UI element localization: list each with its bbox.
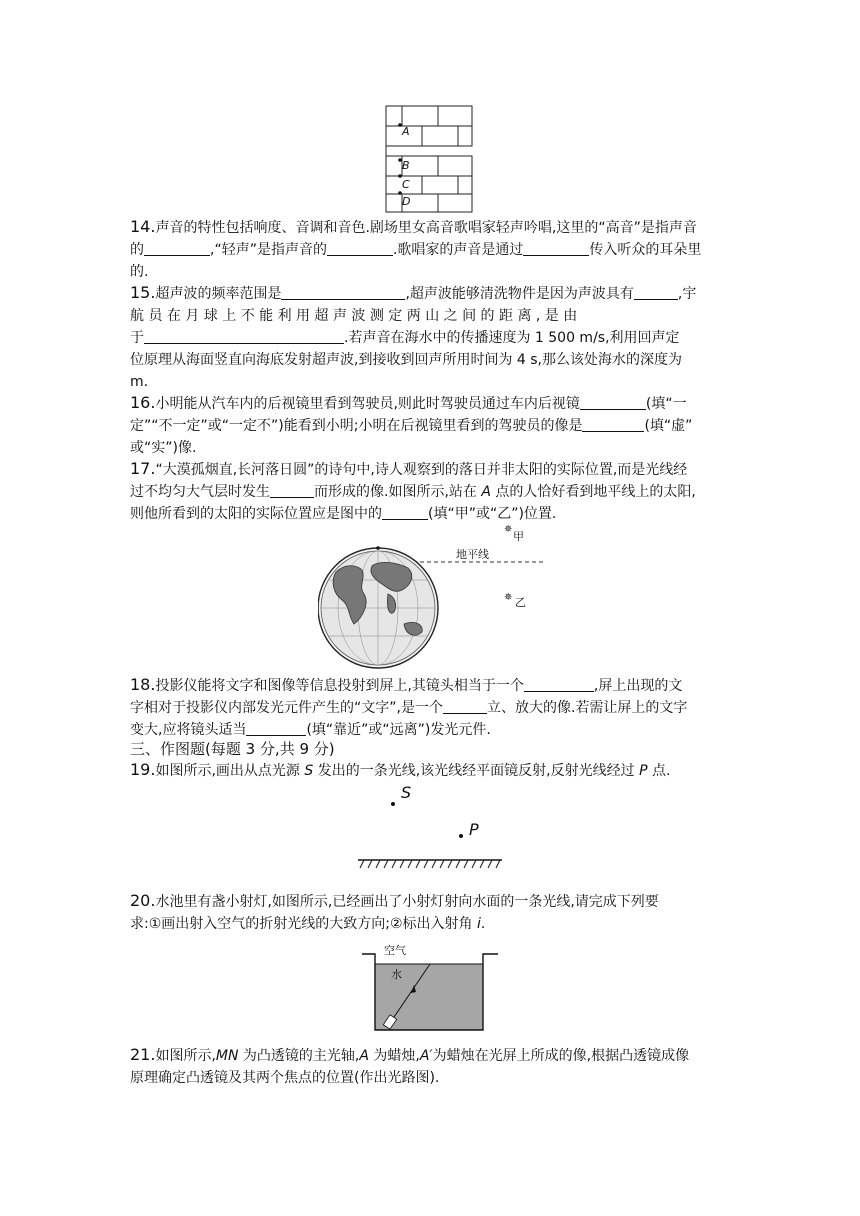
pool-figure <box>360 940 502 1034</box>
answer-blank[interactable] <box>281 285 405 300</box>
question-20 <box>130 890 736 935</box>
question-text: 于 <box>130 330 144 346</box>
question-text: 为凸透镜的主光轴, <box>242 1048 360 1064</box>
question-text: 如图所示,画出从点光源 <box>155 763 300 779</box>
question-text: A′ <box>419 1048 433 1064</box>
question-text: MN <box>215 1048 239 1064</box>
question-number: 17. <box>130 459 156 478</box>
question-text: A <box>481 484 491 500</box>
p-label: P <box>469 820 479 839</box>
question-text: 位原理从海面竖直向海底发射超声波,到接收到回声所用时间为 4 s,那么该处海水的深度为 <box>130 352 682 368</box>
question-number: 18. <box>130 675 156 694</box>
answer-blank[interactable] <box>634 285 678 300</box>
question-text: 字相对于投影仪内部发光元件产生的“文字”,是一个 <box>130 700 443 716</box>
question-number: 14. <box>130 217 156 236</box>
plane-mirror-figure <box>356 780 506 872</box>
section-title: 三、作图题(每题 3 分,共 9 分) <box>130 740 335 758</box>
question-text: 过不均匀大气层时发生 <box>130 484 270 500</box>
question-text: ,“轻声”是指声音的 <box>210 242 327 258</box>
question-text: 变大,应将镜头适当 <box>130 722 247 738</box>
question-16 <box>130 392 736 459</box>
brick-label-c: C <box>402 178 410 191</box>
question-text: 如图所示, <box>155 1048 216 1064</box>
answer-blank[interactable] <box>144 329 344 344</box>
question-text: (填“一 <box>645 396 687 412</box>
answer-blank[interactable] <box>382 505 428 520</box>
question-text: ,宇 <box>677 286 697 302</box>
question-text: (填“靠近”或“远离”)发光元件. <box>306 722 491 738</box>
answer-blank[interactable] <box>524 677 594 692</box>
question-text: 发出的一条光线,该光线经平面镜反射,反射光线经过 <box>317 763 635 779</box>
question-text: 水池里有盏小射灯,如图所示,已经画出了小射灯射向水面的一条光线,请完成下列要 <box>155 894 659 910</box>
question-number: 16. <box>130 393 156 412</box>
brick-label-d: D <box>402 195 411 208</box>
question-text: ,屏上出现的文 <box>593 678 683 694</box>
question-18 <box>130 674 736 741</box>
point-p <box>459 834 463 838</box>
question-text: 而形成的像.如图所示,站在 <box>314 484 477 500</box>
question-text: 航 员 在 月 球 上 不 能 利 用 超 声 波 测 定 两 山 之 间 的 距 离 , 是 由 <box>130 308 578 324</box>
question-text: 原理确定凸透镜及其两个焦点的位置(作出光路图). <box>130 1070 440 1086</box>
question-text: 为蜡烛, <box>373 1048 420 1064</box>
answer-blank[interactable] <box>443 699 487 714</box>
question-text: “大漠孤烟直,长河落日圆”的诗句中,诗人观察到的落日并非太阳的实际位置,而是光线经 <box>155 462 688 478</box>
question-text: .歌唱家的声音是通过 <box>392 242 524 258</box>
question-text: ,超声波能够清洗物件是因为声波具有 <box>405 286 634 302</box>
answer-blank[interactable] <box>523 241 589 256</box>
question-text: i <box>477 916 481 932</box>
question-14 <box>130 216 736 283</box>
question-text: 传入听众的耳朵里 <box>589 242 702 258</box>
brick-label-b: B <box>402 159 410 172</box>
question-text: 超声波的频率范围是 <box>155 286 282 302</box>
question-text: S <box>304 763 314 779</box>
question-text: 定”“不一定”或“一定不”)能看到小明;小明在后视镜里看到的驾驶员的像是 <box>130 418 583 434</box>
horizon-label: 地平线 <box>456 548 489 561</box>
answer-blank[interactable] <box>246 721 306 736</box>
point-source-s <box>391 802 395 806</box>
water-label: 水 <box>391 968 402 981</box>
question-text: 小明能从汽车内的后视镜里看到驾驶员,则此时驾驶员通过车内后视镜 <box>155 396 580 412</box>
s-label: S <box>401 783 412 802</box>
question-text: 或“实”)像. <box>130 440 197 456</box>
answer-blank[interactable] <box>582 417 644 432</box>
sun-label-jia: 甲 <box>513 530 524 543</box>
brick-label-a: A <box>402 125 410 138</box>
question-text: 的 <box>130 242 144 258</box>
air-label: 空气 <box>384 944 406 957</box>
sun-icon: ✵ <box>504 524 513 535</box>
question-15 <box>130 282 736 393</box>
question-text: 点的人恰好看到地平线上的太阳, <box>495 484 696 500</box>
question-19 <box>130 759 736 782</box>
question-text: . <box>480 916 486 932</box>
question-text: 为蜡烛在光屏上所成的像,根据凸透镜成像 <box>432 1048 690 1064</box>
answer-blank[interactable] <box>327 241 393 256</box>
sun-label-yi: 乙 <box>515 596 526 609</box>
question-text: 点. <box>651 763 671 779</box>
question-text: 的. <box>130 264 149 280</box>
question-text: A <box>359 1048 369 1064</box>
question-text: P <box>639 763 648 779</box>
question-text: (填“甲”或“乙”)位置. <box>428 506 557 522</box>
question-text: 声音的特性包括响度、音调和音色.剧场里女高音歌唱家轻声吟唱,这里的“高音”是指声音 <box>155 220 697 236</box>
question-text: 投影仪能将文字和图像等信息投射到屏上,其镜头相当于一个 <box>155 678 524 694</box>
question-number: 15. <box>130 283 156 302</box>
answer-blank[interactable] <box>270 483 314 498</box>
question-number: 19. <box>130 760 156 779</box>
question-21 <box>130 1044 736 1089</box>
answer-blank[interactable] <box>580 395 646 410</box>
brick-wall-figure <box>380 104 480 214</box>
question-17 <box>130 458 736 525</box>
question-text: (填“虚” <box>644 418 693 434</box>
question-number: 20. <box>130 891 156 910</box>
question-text: 求:①画出射入空气的折射光线的大致方向;②标出入射角 <box>130 916 473 932</box>
question-number: 21. <box>130 1045 156 1064</box>
sun-icon: ✵ <box>504 592 513 603</box>
globe-figure <box>318 520 558 670</box>
question-text: .若声音在海水中的传播速度为 1 500 m/s,利用回声定 <box>344 330 680 346</box>
question-text: m. <box>130 374 149 390</box>
answer-blank[interactable] <box>144 241 210 256</box>
question-text: 则他所看到的太阳的实际位置应是图中的 <box>130 506 382 522</box>
question-text: 立、放大的像.若需让屏上的文字 <box>486 700 688 716</box>
